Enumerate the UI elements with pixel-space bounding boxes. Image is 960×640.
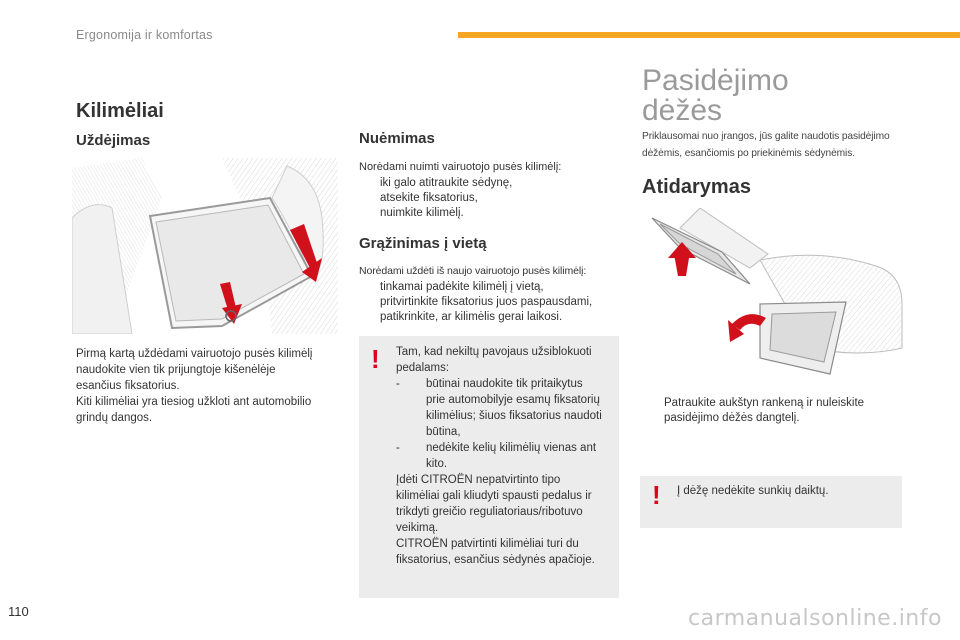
open-step	[642, 396, 912, 426]
header-accent-bar	[458, 32, 960, 38]
text-line: esančius fiksatorius.	[76, 380, 180, 392]
warning-text: Į dėžę nedėkite sunkių daiktų.	[677, 485, 829, 497]
reinstall-intro: Norėdami uždėti iš naujo vairuotojo pusės kilimėlį:	[359, 265, 587, 277]
warning-text: Tam, kad nekiltų pavojaus užsiblokuoti pedalams: - būtinai naudokite tik pritaikytus prie automobilyje esamų fiksatorių kilimėlius; šiuos fiksatorius naudoti būtina, - nedėkite kelių kilimėlių vienas ant kito. Įdėti CITROËN nepatvirtinto tipo kilimėliai gali kliudyti spausti pedalus ir trikdyti greičio reguliatoriaus/ribotuvo veikimą. CITROËN patvirtinti kilimėliai turi du fiksatorius, esančius sėdynės apačioje.	[396, 344, 616, 568]
warning-icon: !	[652, 480, 661, 510]
under-seat-drawer-illustration	[640, 208, 904, 384]
list-item: iki galo atitraukite sėdynę,	[380, 177, 513, 189]
pedal-warning-box	[359, 336, 619, 598]
removal-section	[359, 160, 619, 221]
list-item: pritvirtinkite fiksatorius juos paspausdami,	[380, 296, 593, 308]
heavy-items-warning-box	[640, 476, 902, 528]
title-pasidejimo-dezes: Pasidėjimo dėžės	[642, 64, 789, 127]
right-intro: Priklausomai nuo įrangos, jūs galite naudotis pasidėjimo dėžėmis, esančiomis po priekinėmis sėdynėmis.	[642, 131, 890, 159]
page-number: 110	[8, 604, 29, 619]
text-line: Pirmą kartą uždėdami vairuotojo pusės kilimėlį	[76, 348, 313, 360]
text-line: Kiti kilimėliai yra tiesiog užkloti ant automobilio	[76, 396, 312, 408]
warning-icon: !	[371, 344, 380, 374]
section-header: Ergonomija ir komfortas	[76, 28, 213, 42]
floor-mat-illustration	[72, 158, 338, 334]
title-atidarymas: Atidarymas	[642, 176, 751, 198]
left-paragraph	[76, 346, 346, 426]
warning-dash-item: - nedėkite kelių kilimėlių vienas ant kito.	[396, 442, 597, 470]
warning-dash-item: - būtinai naudokite tik pritaikytus prie automobilyje esamų fiksatorių kilimėlius; šiuos fiksatorius naudoti būtina,	[396, 378, 602, 438]
removal-intro: Norėdami nuimti vairuotojo pusės kilimėlį:	[359, 161, 562, 173]
text-line: naudokite vien tik prijungtoje kišenėlėje	[76, 364, 276, 376]
list-item: tinkamai padėkite kilimėlį į vietą,	[380, 281, 544, 293]
reinstall-section	[359, 264, 621, 325]
watermark: carmanualsonline.info	[688, 606, 942, 631]
title-kilimeliai: Kilimėliai	[76, 100, 164, 122]
subtitle-uzdejimas: Uždėjimas	[76, 132, 151, 149]
title-grazinimas: Grąžinimas į vietą	[359, 235, 487, 252]
list-item: patikrinkite, ar kilimėlis gerai laikosi.	[380, 311, 563, 323]
list-item: nuimkite kilimėlį.	[380, 207, 464, 219]
title-nuemimas: Nuėmimas	[359, 130, 435, 147]
text-line: grindų dangos.	[76, 412, 153, 424]
list-item: atsekite fiksatorius,	[380, 192, 478, 204]
list-item: Patraukite aukštyn rankeną ir nuleiskite pasidėjimo dėžės dangtelį.	[664, 397, 865, 424]
